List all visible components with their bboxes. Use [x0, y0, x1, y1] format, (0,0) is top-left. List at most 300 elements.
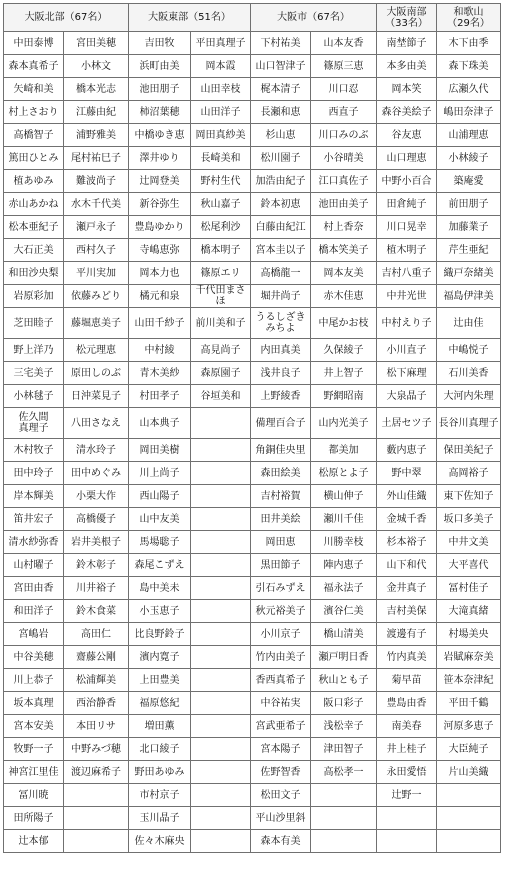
name-cell: 山本典子	[129, 408, 191, 439]
name-cell: 平田千鶴	[437, 692, 501, 715]
name-cell: 香西真希子	[251, 669, 311, 692]
name-cell	[191, 600, 251, 623]
name-cell: 岡本友美	[311, 262, 377, 285]
name-cell: 大石正美	[4, 239, 64, 262]
name-cell: 福原悠紀	[129, 692, 191, 715]
name-cell: 山口智津子	[251, 55, 311, 78]
name-cell: 野中翠	[377, 462, 437, 485]
region-header: 大阪市（67名）	[251, 4, 377, 32]
name-cell: 嶋田奈津子	[437, 101, 501, 124]
name-cell: 中井文美	[437, 531, 501, 554]
name-cell: 山浦理恵	[437, 124, 501, 147]
name-cell: 豊島由香	[377, 692, 437, 715]
name-cell: 北口綾子	[129, 738, 191, 761]
name-cell: 井上智子	[311, 362, 377, 385]
name-cell: 佐々木麻央	[129, 830, 191, 853]
name-cell	[191, 508, 251, 531]
name-cell: 増田薫	[129, 715, 191, 738]
name-cell: 松尾利沙	[191, 216, 251, 239]
name-cell: 植木明子	[377, 239, 437, 262]
name-cell: 鈴木食菜	[64, 600, 129, 623]
name-cell: 芹生亜紀	[437, 239, 501, 262]
name-cell: 高橋龍一	[251, 262, 311, 285]
name-cell: 和田洋子	[4, 600, 64, 623]
name-cell: 市村京子	[129, 784, 191, 807]
name-cell: 金城千香	[377, 508, 437, 531]
name-cell	[191, 623, 251, 646]
name-cell: 内田真美	[251, 339, 311, 362]
name-cell: 赤山あかね	[4, 193, 64, 216]
name-cell	[437, 784, 501, 807]
name-cell: 川井裕子	[64, 577, 129, 600]
name-cell: 江口真佐子	[311, 170, 377, 193]
table-row	[4, 55, 501, 78]
name-cell: 豊島ゆかり	[129, 216, 191, 239]
name-cell: 岩賦麻奈美	[437, 646, 501, 669]
name-cell: 長崎美和	[191, 147, 251, 170]
name-cell: 土居セツ子	[377, 408, 437, 439]
header-row	[4, 4, 501, 32]
name-cell: 宮嶋岩	[4, 623, 64, 646]
name-cell: 本多由美	[377, 55, 437, 78]
name-cell: 坂本真理	[4, 692, 64, 715]
name-cell: 浜町由美	[129, 55, 191, 78]
name-cell: 平山沙里斜	[251, 807, 311, 830]
name-cell: 矢崎和美	[4, 78, 64, 101]
table-row	[4, 715, 501, 738]
name-cell: 山口理恵	[377, 147, 437, 170]
name-cell: 篠原三恵	[311, 55, 377, 78]
name-cell: 小川京子	[251, 623, 311, 646]
name-cell: 吉村美保	[377, 600, 437, 623]
name-cell: 小川直子	[377, 339, 437, 362]
name-cell: 岡田美樹	[129, 439, 191, 462]
roster-body	[4, 32, 501, 853]
table-row	[4, 170, 501, 193]
table-row	[4, 193, 501, 216]
table-row	[4, 577, 501, 600]
name-cell: 平田真理子	[191, 32, 251, 55]
name-cell: 竹内由美子	[251, 646, 311, 669]
name-cell: 黒田節子	[251, 554, 311, 577]
name-cell: 小玉恵子	[129, 600, 191, 623]
table-row	[4, 308, 501, 339]
name-cell: 宮田美穂	[64, 32, 129, 55]
name-cell: 吉田牧	[129, 32, 191, 55]
name-cell: 浦野雅美	[64, 124, 129, 147]
name-cell: 中野小百合	[377, 170, 437, 193]
region-header: 大阪南部 （33名）	[377, 4, 437, 32]
name-cell	[191, 761, 251, 784]
name-cell: 野網昭南	[311, 385, 377, 408]
name-cell: 濱内寛子	[129, 646, 191, 669]
name-cell: 比良野鈴子	[129, 623, 191, 646]
name-cell: 松田文子	[251, 784, 311, 807]
name-cell: 馬場聡子	[129, 531, 191, 554]
name-cell: 池田朋子	[129, 78, 191, 101]
name-cell: 松本亜紀子	[4, 216, 64, 239]
name-cell: 澤井ゆり	[129, 147, 191, 170]
name-cell: 田中玲子	[4, 462, 64, 485]
name-cell: 中嶋悦子	[437, 339, 501, 362]
name-cell: 山田千紗子	[129, 308, 191, 339]
name-cell: 中谷美穂	[4, 646, 64, 669]
name-cell: 野上洋乃	[4, 339, 64, 362]
table-row	[4, 830, 501, 853]
name-cell: 高橋優子	[64, 508, 129, 531]
name-cell: 井上桂子	[377, 738, 437, 761]
name-cell: 織戸奈緒美	[437, 262, 501, 285]
table-row	[4, 385, 501, 408]
table-row	[4, 239, 501, 262]
name-cell	[191, 485, 251, 508]
name-cell: 小林綾子	[437, 147, 501, 170]
roster-table	[3, 3, 501, 853]
name-cell: 上田豊美	[129, 669, 191, 692]
name-cell: 瀬戸永子	[64, 216, 129, 239]
name-cell	[191, 462, 251, 485]
name-cell: 田井美絵	[251, 508, 311, 531]
name-cell: 河原多恵子	[437, 715, 501, 738]
name-cell: 三宅美子	[4, 362, 64, 385]
name-cell: 冨川暁	[4, 784, 64, 807]
name-cell: 島中美未	[129, 577, 191, 600]
name-cell: 芝田睦子	[4, 308, 64, 339]
name-cell: 高見尚子	[191, 339, 251, 362]
name-cell: 木村牧子	[4, 439, 64, 462]
name-cell: 笹本奈津紀	[437, 669, 501, 692]
name-cell: 森下珠美	[437, 55, 501, 78]
name-cell	[437, 830, 501, 853]
name-cell: 渡邊有子	[377, 623, 437, 646]
name-cell	[191, 439, 251, 462]
name-cell: 片山美織	[437, 761, 501, 784]
name-cell: 保田美紀子	[437, 439, 501, 462]
name-cell: 中谷祐実	[251, 692, 311, 715]
name-cell: 竹内真美	[377, 646, 437, 669]
name-cell: 南美春	[377, 715, 437, 738]
name-cell: 平川実加	[64, 262, 129, 285]
name-cell: 笛井宏子	[4, 508, 64, 531]
name-cell: 清水紗弥香	[4, 531, 64, 554]
name-cell: 小栗大作	[64, 485, 129, 508]
table-row	[4, 216, 501, 239]
table-row	[4, 408, 501, 439]
name-cell: 坂口多美子	[437, 508, 501, 531]
name-cell: 東下佐知子	[437, 485, 501, 508]
name-cell: 水木千代美	[64, 193, 129, 216]
table-row	[4, 101, 501, 124]
name-cell: 大河内朱理	[437, 385, 501, 408]
table-row	[4, 784, 501, 807]
name-cell: 齋藤公剛	[64, 646, 129, 669]
name-cell: 岩井美根子	[64, 531, 129, 554]
name-cell: 角銅佳央里	[251, 439, 311, 462]
name-cell: 篤田ひとみ	[4, 147, 64, 170]
name-cell: 永田愛悟	[377, 761, 437, 784]
name-cell: 引石みずえ	[251, 577, 311, 600]
name-cell: 中尾かお枝	[311, 308, 377, 339]
table-row	[4, 600, 501, 623]
name-cell: 橋本明子	[191, 239, 251, 262]
name-cell: 中田泰博	[4, 32, 64, 55]
name-cell: 山下和代	[377, 554, 437, 577]
name-cell: 都美加	[311, 439, 377, 462]
name-cell: 佐久間 真理子	[4, 408, 64, 439]
table-row	[4, 508, 501, 531]
name-cell: 松原とよ子	[311, 462, 377, 485]
name-cell: 小林毬子	[4, 385, 64, 408]
name-cell: 浅松幸子	[311, 715, 377, 738]
name-cell: 中野みづ穂	[64, 738, 129, 761]
table-row	[4, 262, 501, 285]
name-cell: 橋本光志	[64, 78, 129, 101]
name-cell	[191, 738, 251, 761]
table-row	[4, 362, 501, 385]
name-cell: 宮本陽子	[251, 738, 311, 761]
name-cell: 瀬戸明日香	[311, 646, 377, 669]
name-cell	[311, 830, 377, 853]
name-cell: 高岡裕子	[437, 462, 501, 485]
name-cell: 下村祐美	[251, 32, 311, 55]
name-cell	[191, 577, 251, 600]
name-cell: 田倉純子	[377, 193, 437, 216]
name-cell: 岡本力也	[129, 262, 191, 285]
name-cell: 久保綾子	[311, 339, 377, 362]
name-cell: 中橋ゆき恵	[129, 124, 191, 147]
name-cell: 鈴本初恵	[251, 193, 311, 216]
name-cell: 山中友美	[129, 508, 191, 531]
name-cell	[311, 784, 377, 807]
name-cell: 高橋智子	[4, 124, 64, 147]
name-cell	[191, 646, 251, 669]
name-cell: 野村生代	[191, 170, 251, 193]
name-cell: 森本真希子	[4, 55, 64, 78]
name-cell: 長瀬和恵	[251, 101, 311, 124]
name-cell: 小林文	[64, 55, 129, 78]
name-cell: 瀬川千佳	[311, 508, 377, 531]
name-cell: 大泉晶子	[377, 385, 437, 408]
name-cell	[191, 692, 251, 715]
name-cell: 福島伊津美	[437, 285, 501, 308]
region-header: 大阪東部（51名）	[129, 4, 251, 32]
name-cell: 吉村八重子	[377, 262, 437, 285]
name-cell: 木下由季	[437, 32, 501, 55]
name-cell: 堀井尚子	[251, 285, 311, 308]
name-cell	[377, 830, 437, 853]
name-cell: 山村曜子	[4, 554, 64, 577]
table-row	[4, 531, 501, 554]
name-cell: うるしざき みちよ	[251, 308, 311, 339]
name-cell: 和田沙央梨	[4, 262, 64, 285]
name-cell: 新谷弥生	[129, 193, 191, 216]
name-cell: 上野綾香	[251, 385, 311, 408]
name-cell: 横山伸子	[311, 485, 377, 508]
name-cell	[311, 807, 377, 830]
name-cell: 山田洋子	[191, 101, 251, 124]
name-cell: 鈴木彰子	[64, 554, 129, 577]
name-cell: 吉村裕賀	[251, 485, 311, 508]
name-cell: 尾村祐巳子	[64, 147, 129, 170]
name-cell	[64, 784, 129, 807]
name-cell	[191, 715, 251, 738]
name-cell: 濱谷仁美	[311, 600, 377, 623]
name-cell: 築庵愛	[437, 170, 501, 193]
name-cell	[64, 807, 129, 830]
name-cell: 辻野一	[377, 784, 437, 807]
name-cell: 難波尚子	[64, 170, 129, 193]
name-cell: 赤木佳恵	[311, 285, 377, 308]
name-cell: 秋元裕美子	[251, 600, 311, 623]
name-cell: 西直子	[311, 101, 377, 124]
name-cell: 加藤業子	[437, 216, 501, 239]
name-cell: 長谷川真理子	[437, 408, 501, 439]
name-cell: 冨村佳子	[437, 577, 501, 600]
name-cell: 石川美香	[437, 362, 501, 385]
member-roster	[3, 3, 501, 853]
name-cell: 西山陽子	[129, 485, 191, 508]
name-cell: 宮武亜希子	[251, 715, 311, 738]
name-cell	[191, 784, 251, 807]
name-cell: 辻由佳	[437, 308, 501, 339]
name-cell: 白藤由紀江	[251, 216, 311, 239]
name-cell: 森谷美絵子	[377, 101, 437, 124]
name-cell: 森本有美	[251, 830, 311, 853]
table-row	[4, 32, 501, 55]
name-cell: 橋山清美	[311, 623, 377, 646]
region-header: 大阪北部（67名）	[4, 4, 129, 32]
name-cell: 村場美央	[437, 623, 501, 646]
name-cell: 佐野智香	[251, 761, 311, 784]
name-cell: 村上さおり	[4, 101, 64, 124]
name-cell: 中村えり子	[377, 308, 437, 339]
name-cell: 八田さなえ	[64, 408, 129, 439]
table-row	[4, 761, 501, 784]
table-row	[4, 692, 501, 715]
name-cell: 岡本霞	[191, 55, 251, 78]
name-cell: 浅井良子	[251, 362, 311, 385]
name-cell	[191, 554, 251, 577]
name-cell: 南埜節子	[377, 32, 437, 55]
name-cell	[191, 669, 251, 692]
name-cell: 藪内恵子	[377, 439, 437, 462]
name-cell: 橋本笑美子	[311, 239, 377, 262]
name-cell	[191, 830, 251, 853]
table-row	[4, 646, 501, 669]
name-cell: 辻岡登美	[129, 170, 191, 193]
name-cell: 加浩由紀子	[251, 170, 311, 193]
name-cell: 牧野一子	[4, 738, 64, 761]
name-cell: 日沖菜見子	[64, 385, 129, 408]
table-row	[4, 738, 501, 761]
name-cell: 山内光美子	[311, 408, 377, 439]
name-cell: 寺嶋恵弥	[129, 239, 191, 262]
name-cell: 依藤みどり	[64, 285, 129, 308]
table-row	[4, 807, 501, 830]
name-cell: 広瀬久代	[437, 78, 501, 101]
name-cell: 辻本郁	[4, 830, 64, 853]
name-cell: 大臣純子	[437, 738, 501, 761]
name-cell: 川口晃幸	[377, 216, 437, 239]
name-cell: 宮本圭以子	[251, 239, 311, 262]
name-cell: 西治静香	[64, 692, 129, 715]
table-row	[4, 462, 501, 485]
name-cell: 梶本清子	[251, 78, 311, 101]
name-cell: 江藤由紀	[64, 101, 129, 124]
name-cell: 渡辺麻希子	[64, 761, 129, 784]
name-cell: 宮田由香	[4, 577, 64, 600]
name-cell: 津田智子	[311, 738, 377, 761]
name-cell: 川口忍	[311, 78, 377, 101]
table-row	[4, 439, 501, 462]
name-cell: 玉川晶子	[129, 807, 191, 830]
name-cell: 前田朋子	[437, 193, 501, 216]
name-cell: 高田仁	[64, 623, 129, 646]
name-cell: 松下麻理	[377, 362, 437, 385]
name-cell: 青木美紗	[129, 362, 191, 385]
name-cell: 高松孝一	[311, 761, 377, 784]
name-cell: 宮本安美	[4, 715, 64, 738]
name-cell: 中村綾	[129, 339, 191, 362]
region-header: 和歌山 （29名）	[437, 4, 501, 32]
table-row	[4, 285, 501, 308]
name-cell	[437, 807, 501, 830]
name-cell: 谷友恵	[377, 124, 437, 147]
table-row	[4, 339, 501, 362]
name-cell: 小谷晴美	[311, 147, 377, 170]
name-cell: 篠原エリ	[191, 262, 251, 285]
name-cell: 大平喜代	[437, 554, 501, 577]
name-cell: 杉山恵	[251, 124, 311, 147]
name-cell: 岡本笑	[377, 78, 437, 101]
name-cell: 中井光世	[377, 285, 437, 308]
name-cell: 村田孝子	[129, 385, 191, 408]
name-cell: 岡田真紗美	[191, 124, 251, 147]
name-cell: 田所陽子	[4, 807, 64, 830]
table-row	[4, 554, 501, 577]
name-cell	[191, 531, 251, 554]
name-cell: 川口みのぶ	[311, 124, 377, 147]
name-cell: 本田リサ	[64, 715, 129, 738]
name-cell: 福永法子	[311, 577, 377, 600]
name-cell: 清水玲子	[64, 439, 129, 462]
name-cell: 川上恭子	[4, 669, 64, 692]
name-cell	[191, 807, 251, 830]
name-cell: 田中めぐみ	[64, 462, 129, 485]
name-cell: 備理百合子	[251, 408, 311, 439]
name-cell: 植あゆみ	[4, 170, 64, 193]
name-cell: 菊早苗	[377, 669, 437, 692]
name-cell	[377, 807, 437, 830]
name-cell	[64, 830, 129, 853]
name-cell: 松川園子	[251, 147, 311, 170]
name-cell: 岸本輝美	[4, 485, 64, 508]
table-row	[4, 669, 501, 692]
name-cell: 谷垣美和	[191, 385, 251, 408]
table-row	[4, 623, 501, 646]
name-cell: 秋山とも子	[311, 669, 377, 692]
name-cell: 阪口彩子	[311, 692, 377, 715]
name-cell: 大滝真緒	[437, 600, 501, 623]
name-cell: 岩原彩加	[4, 285, 64, 308]
name-cell: 野田あゆみ	[129, 761, 191, 784]
name-cell: 森尾こずえ	[129, 554, 191, 577]
name-cell: 川上尚子	[129, 462, 191, 485]
name-cell: 西村久子	[64, 239, 129, 262]
name-cell: 前川美和子	[191, 308, 251, 339]
name-cell: 杉本裕子	[377, 531, 437, 554]
name-cell: 外山佳織	[377, 485, 437, 508]
